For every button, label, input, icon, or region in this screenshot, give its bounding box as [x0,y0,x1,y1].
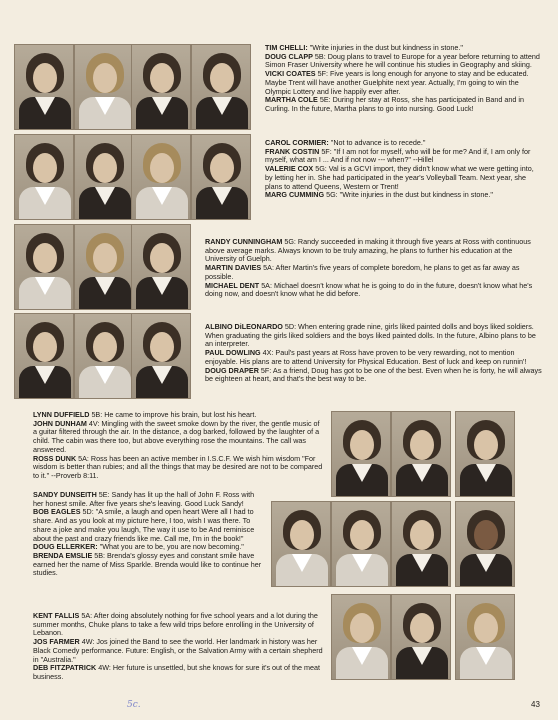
student-bio: "Not to advance is to recede." [330,138,426,147]
student-entry [33,638,325,664]
student-photo [14,313,74,399]
student-entry [33,508,263,543]
student-entry [265,165,543,191]
text-block [205,323,543,384]
student-bio: 5D: "A smile, a laugh and open heart Were all I had to share. And as you look at my picture here, I too, wish I was there. To share a joke and make you laugh, The way it use to be And reminisce about the past and crazy friends like me. Call me, I'm in the book!" [33,507,255,543]
student-name: MARTHA COLE [265,95,318,105]
text-block [33,411,323,481]
student-entry [205,264,543,281]
student-entry [265,70,543,96]
student-name: MARG CUMMING [265,190,325,200]
text-block [205,238,543,299]
student-photo [131,313,191,399]
page-number: 43 [531,700,540,709]
student-photo [331,411,391,497]
student-bio: 5G: Randy succeeded in making it through five years at Ross with continuous above average marks. Always known to be truly amazing, he plans to further his education at the University of Guelph. [205,237,531,264]
student-name: VALERIE COX [265,164,314,174]
student-entry [33,491,263,508]
student-bio: 4W: Jos joined the Band to see the world. Her landmark in history was her Black Comedy performance. Future: English, or the Salvation Army with a certain shepherd in "Australia." [33,637,323,664]
student-name: BRENDA EMSLIE [33,550,93,560]
student-bio: 5F: Five years is long enough for anyone to stay and be educated. Maybe Trent will have another Guelphite next year. Actually, I'm going to win the Olympic Lottery and live happily ever after. [265,69,529,96]
student-photo [74,313,134,399]
student-name: TIM CHELLI: [265,43,308,52]
student-name: BOB EAGLES [33,507,81,517]
student-bio: 5B: Doug plans to travel to Europe for a year before returning to attend Simon Fraser University where he will continue his studies in Geography and skiing. [265,51,540,70]
student-name: LYNN DUFFIELD [33,410,90,419]
student-photo [131,224,191,310]
student-name: VICKI COATES [265,69,316,79]
student-bio: 5E: Sandy has lit up the hall of John F. Ross with her honest smile. After five years she's leaving. Good Luck Sandy! [33,490,255,508]
student-entry [265,96,543,113]
student-photo [74,224,134,310]
student-bio: 4X: Paul's past years at Ross have proven to be very rewarding, not to mention enjoyable. His plans are to attend University for Physical Education. Best of luck and keep on runnin'! [205,348,527,366]
student-photo [455,501,515,587]
student-photo [455,411,515,497]
student-name: FRANK COSTIN [265,146,320,156]
student-photo [455,594,515,680]
student-entry [33,612,325,638]
student-name: DOUG DRAPER [205,365,259,375]
student-photo [331,594,391,680]
student-bio: 5A: After Martin's five years of complete boredom, he plans to get as far away as possible. [205,263,520,281]
student-photo [331,501,391,587]
student-bio: 5G: "Write injuries in the dust but kindness in stone." [326,190,493,200]
student-name: MICHAEL DENT [205,280,260,290]
student-entry [265,148,543,165]
student-photo [14,44,74,130]
student-entry [205,349,543,366]
student-bio: 5B: He came to improve his brain, but lost his heart. [91,410,257,419]
student-photo [14,224,74,310]
student-name: PAUL DOWLING [205,348,261,358]
student-bio: 5F: As a friend, Doug has got to be one of the best. Even when he is forty, he will always be eighteen at heart, and that's the best way to be. [205,365,542,384]
student-bio: 5A: After doing absolutely nothing for five school years and a lot during the summer months, Chuke plans to take a few wild trips before enrolling in the University of Lebanon. [33,611,318,638]
student-bio: 5A: Michael doesn't know what he is going to do in the future, doesn't know what he's doing now, and doesn't know what he did before. [205,280,533,299]
student-photo [74,44,134,130]
student-entry [205,282,543,299]
student-bio: 5G: Val is a GCVI import, they didn't know what we were getting into, by letting her in. She had participated in the year's Volleyball Team. Next year, she plans to attend Queens, Western or Trent! [265,164,534,191]
student-entry [33,455,323,481]
student-photo [131,134,191,220]
text-block [265,139,543,200]
student-name: SANDY DUNSEITH [33,490,97,499]
student-name: JOHN DUNHAM [33,418,87,428]
student-photo [391,594,451,680]
student-name: DEB FITZPATRICK [33,663,97,673]
student-bio: 5D: When entering grade nine, girls liked painted dolls and boys liked soldiers. When graduating the girls liked soldiers and the boys liked painted dolls. In the future, Albino plans to be an interpreter. [205,322,536,349]
student-bio: 5A: Ross has been an active member in I.S.C.F. We wish him wisdom "For wisdom is better than rubies; and all the things that may be desired are not to be compared to it." --Proverb 8:11. [33,453,323,480]
student-photo [191,134,251,220]
text-block [33,612,325,682]
student-photo [74,134,134,220]
student-photo [391,501,451,587]
student-entry [33,420,323,455]
student-bio: "What you are to be, you are now becoming." [99,542,244,552]
student-name: JOS FARMER [33,637,80,647]
student-bio: 5B: Brenda's glossy eyes and constant smile have earned her the name of Miss Sparkle. Brenda would like to continue her studies. [33,550,262,578]
student-photo [391,411,451,497]
student-entry [33,552,263,578]
student-name: RANDY CUNNINGHAM [205,237,283,246]
student-entry [205,323,543,349]
student-bio: 4V: Mingling with the sweet smoke down by the river, the gentle music of a guitar filtered through the air. In the distance, a dog barked, followed by the laughter of a child. The cabin was there too, but above everything rose the mountains. The call was answered. [33,418,320,454]
handwritten-mark: 5c. [127,700,141,710]
student-entry [205,367,543,384]
student-name: KENT FALLIS [33,611,80,620]
student-photo [271,501,331,587]
text-block [265,44,543,114]
student-photo [131,44,191,130]
student-photo [14,134,74,220]
student-name: ROSS DUNK [33,453,77,463]
student-bio: 4W: Her future is unsettled, but she knows for sure it's out of the meat business. [33,663,320,681]
student-name: MARTIN DAVIES [205,263,262,273]
student-name: DOUG ELLERKER: [33,542,98,552]
student-name: DOUG CLAPP [265,51,313,61]
student-entry [33,664,325,681]
student-entry [265,191,543,200]
student-entry [205,238,543,264]
student-name: ALBINO DiLEONARDO [205,322,283,331]
text-block [33,491,263,578]
student-name: CAROL CORMIER: [265,138,329,147]
student-bio: "Write injuries in the dust but kindness in stone." [309,43,463,52]
student-entry [265,53,543,70]
student-bio: 5F: "If I am not for myself, who will be for me? And if, I am only for myself, what am I ... And if not now --- when?" --Hillel [265,146,531,165]
student-photo [191,44,251,130]
student-bio: 5E: During her stay at Ross, she has participated in Band and in Curling. In the future, Martha plans to go into nursing. Good Luck! [265,95,525,113]
